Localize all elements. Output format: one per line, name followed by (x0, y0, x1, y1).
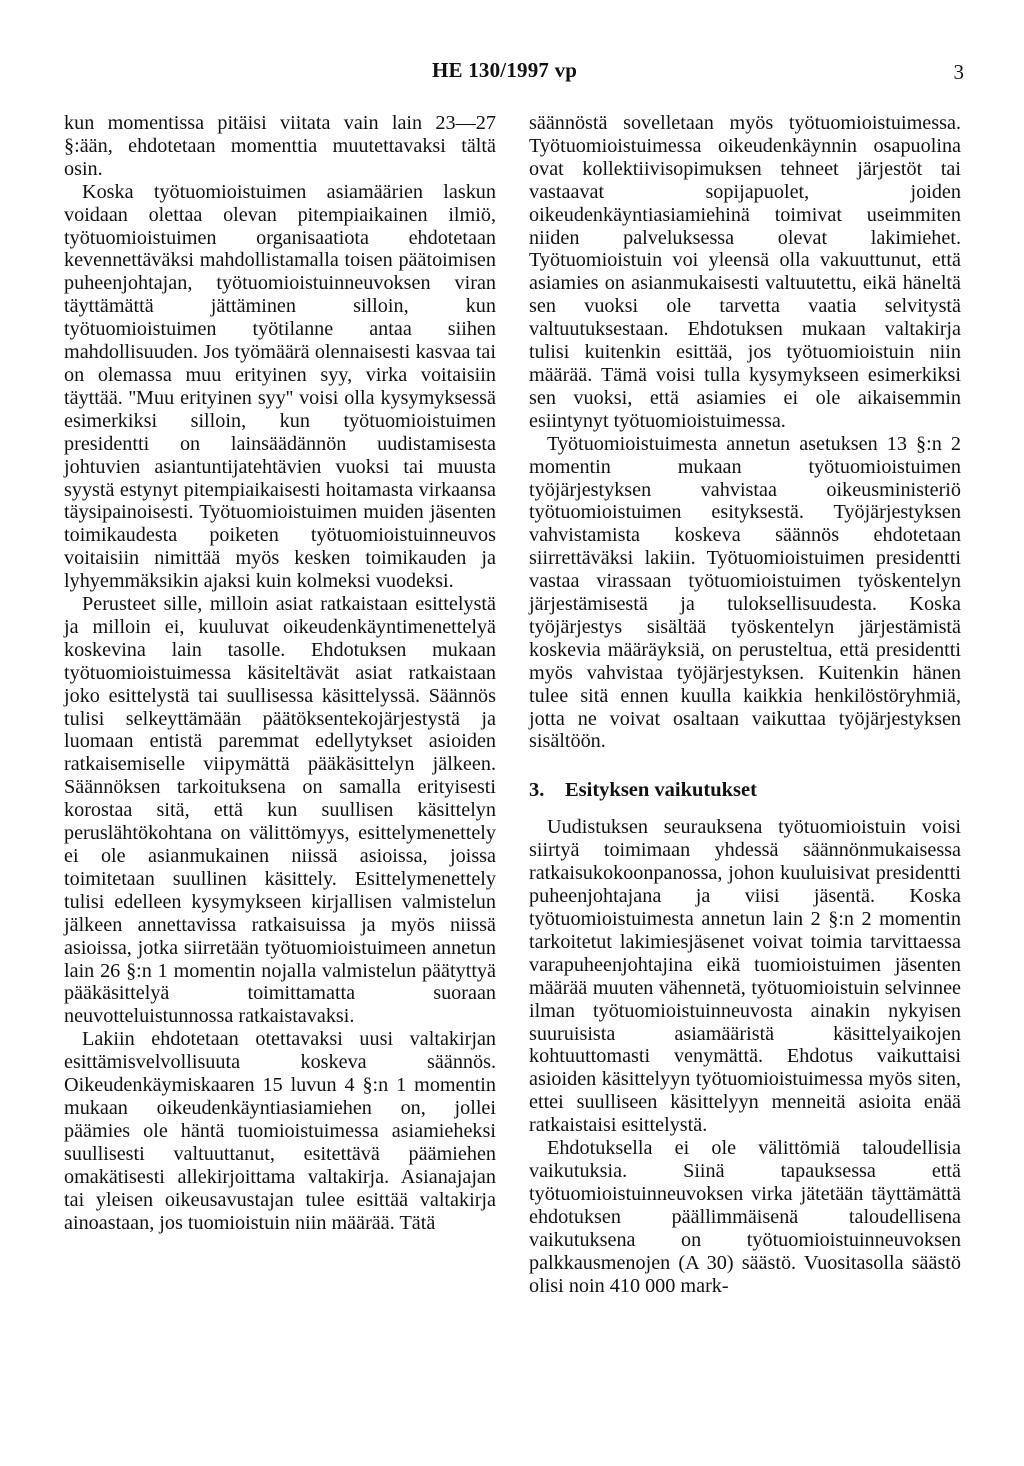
section-heading (529, 778, 961, 802)
paragraph: Koska työtuomioistuimen asiamäärien laskun voidaan olettaa olevan pitempiaikainen ilmiö, työtuomioistuimen organisaatiota ehdotetaan kevennettäväksi mahdollistamalla toisen päätoimisen puheenjohtajan, työtuomioistuinneuvoksen viran täyttämättä jättäminen silloin, kun työtuomioistuimen työtilanne antaa siihen mahdollisuuden. Jos työmäärä olennaisesti kasvaa tai on olemassa muu erityinen syy, virka voitaisiin täyttää. ''Muu erityinen syy'' voisi olla kysymyksessä esimerkiksi silloin, kun työtuomioistuimen presidentti on lainsäädännön uudistamisesta johtuvien asiantuntijatehtävien vuoksi tai muusta syystä estynyt pitempiaikaisesti hoitamasta virkaansa täysipainoisesti. Työtuomioistuimen muiden jäsenten toimikaudesta poiketen työtuomioistuinneuvos voitaisiin nimittää myös kesken toimikauden ja lyhyemmäksikin ajaksi kuin kolmeksi vuodeksi. (64, 180, 496, 593)
left-column (64, 112, 496, 1234)
paragraph: Ehdotuksella ei ole välittömiä taloudellisia vaikutuksia. Siinä tapauksessa että työtuomioistuinneuvoksen virka jätetään täyttämättä ehdotuksen päällimmäisenä taloudellisena vaikutuksena on työtuomioistuinneuvoksen palkkausmenojen (A 30) säästö. Vuositasolla säästö olisi noin 410 000 mark- (529, 1137, 961, 1297)
page-header (0, 58, 1024, 88)
paragraph: Työtuomioistuimesta annetun asetuksen 13 §:n 2 momentin mukaan työtuomioistuimen työjärjestyksen vahvistaa oikeusministeriö työtuomioistuimen esityksestä. Työjärjestyksen vahvistamista koskeva säännös ehdotetaan siirrettäväksi lakiin. Työtuomioistuimen presidentti vastaa virassaan työtuomioistuimen työskentelyn järjestämisestä ja tuloksellisuudesta. Koska työjärjestys sisältää työskentelyn järjestämistä koskevia määräyksiä, on perusteltua, että presidentti myös vahvistaa työjärjestyksen. Kuitenkin hänen tulee sitä ennen kuulla kaikkia henkilöstöryhmiä, jotta ne voivat osaltaan vaikuttaa työjärjestyksen sisältöön. (529, 432, 961, 753)
paragraph: säännöstä sovelletaan myös työtuomioistuimessa. Työtuomioistuimessa oikeudenkäynnin osapuolina ovat kollektiivisopimuksen tehneet järjestöt tai vastaavat sopijapuolet, joiden oikeudenkäyntiasiamiehinä toimivat useimmiten niiden palveluksessa olevat lakimiehet. Työtuomioistuin voi yleensä olla vakuuttunut, että asiamies on asianmukaisesti valtuutettu, eikä häneltä sen vuoksi ole tarvetta vaatia selvitystä valtuutuksestaan. Ehdotuksen mukaan valtakirja tulisi kuitenkin esittää, jos työtuomioistuin niin määrää. Tämä voisi tulla kysymykseen esimerkiksi sen vuoksi, että asiamies ei ole aikaisemmin esiintynyt työtuomioistuimessa. (529, 112, 961, 432)
paragraph: Lakiin ehdotetaan otettavaksi uusi valtakirjan esittämisvelvollisuuta koskeva säännös. Oikeudenkäymiskaaren 15 luvun 4 §:n 1 momentin mukaan oikeudenkäyntiasiamiehen on, jollei päämies ole häntä tuomioistuimessa asiamieheksi suullisesti valtuuttanut, esitettävä päämiehen omakätisesti allekirjoittama valtakirja. Asianajajan tai yleisen oikeusavustajan tulee esittää valtakirja ainoastaan, jos tuomioistuin niin määrää. Tätä (64, 1028, 496, 1234)
paragraph: kun momentissa pitäisi viitata vain lain 23—27 §:ään, ehdotetaan momenttia muutettavaksi tältä osin. (64, 112, 496, 180)
document-id: HE 130/1997 vp (432, 58, 578, 82)
section-number: 3. (529, 779, 545, 802)
right-column (529, 112, 961, 1297)
section-title: Esityksen vaikutukset (565, 779, 757, 802)
paragraph: Perusteet sille, milloin asiat ratkaistaan esittelystä ja milloin ei, kuuluvat oikeudenkäyntimenettelyä koskevina lain tasolle. Ehdotuksen mukaan työtuomioistuimessa käsiteltävät asiat ratkaistaan joko esittelystä tai suullisessa käsittelyssä. Säännös tulisi selkeyttämään päätöksentekojärjestystä ja luomaan entistä paremmat edellytykset asioiden ratkaisemiselle viipymättä pääkäsittelyn jälkeen. Säännöksen tarkoituksena on samalla erityisesti korostaa sitä, että kun suullisen käsittelyn peruslähtökohtana on välittömyys, esittelymenettely ei ole asianmukainen niissä asioissa, joissa toimitetaan suullinen käsittely. Esittelymenettely tulisi edelleen kysymykseen kirjallisen valmistelun jälkeen annettavissa ratkaisuissa ja myös niissä asioissa, jotka siirretään työtuomioistuimeen annetun lain 26 §:n 1 momentin nojalla valmistelun päätyttyä pääkäsittelyä toimittamatta suoraan neuvotteluistunnossa ratkaistavaksi. (64, 593, 496, 1028)
page-number: 3 (953, 60, 964, 84)
paragraph: Uudistuksen seurauksena työtuomioistuin voisi siirtyä toimimaan yhdessä säännönmukaisessa ratkaisukokoonpanossa, johon kuuluisivat presidentti puheenjohtajana ja viisi jäsentä. Koska työtuomioistuimesta annetun lain 2 §:n 2 momentin tarkoitetut lakimiesjäsenet voivat toimia tarvittaessa varapuheenjohtajina eikä tuomioistuimen jäsenten määrää muuten vähennetä, työtuomioistuin selvinnee ilman työtuomioistuinneuvosta ainakin nykyisen suuruisista asiamääristä käsittelyaikojen kohtuuttomasti venymättä. Ehdotus vaikuttaisi asioiden käsittelyyn työtuomioistuimessa myös siten, ettei suulliseen käsittelyyn menneitä asioita enää ratkaistaisi esittelystä. (529, 816, 961, 1137)
